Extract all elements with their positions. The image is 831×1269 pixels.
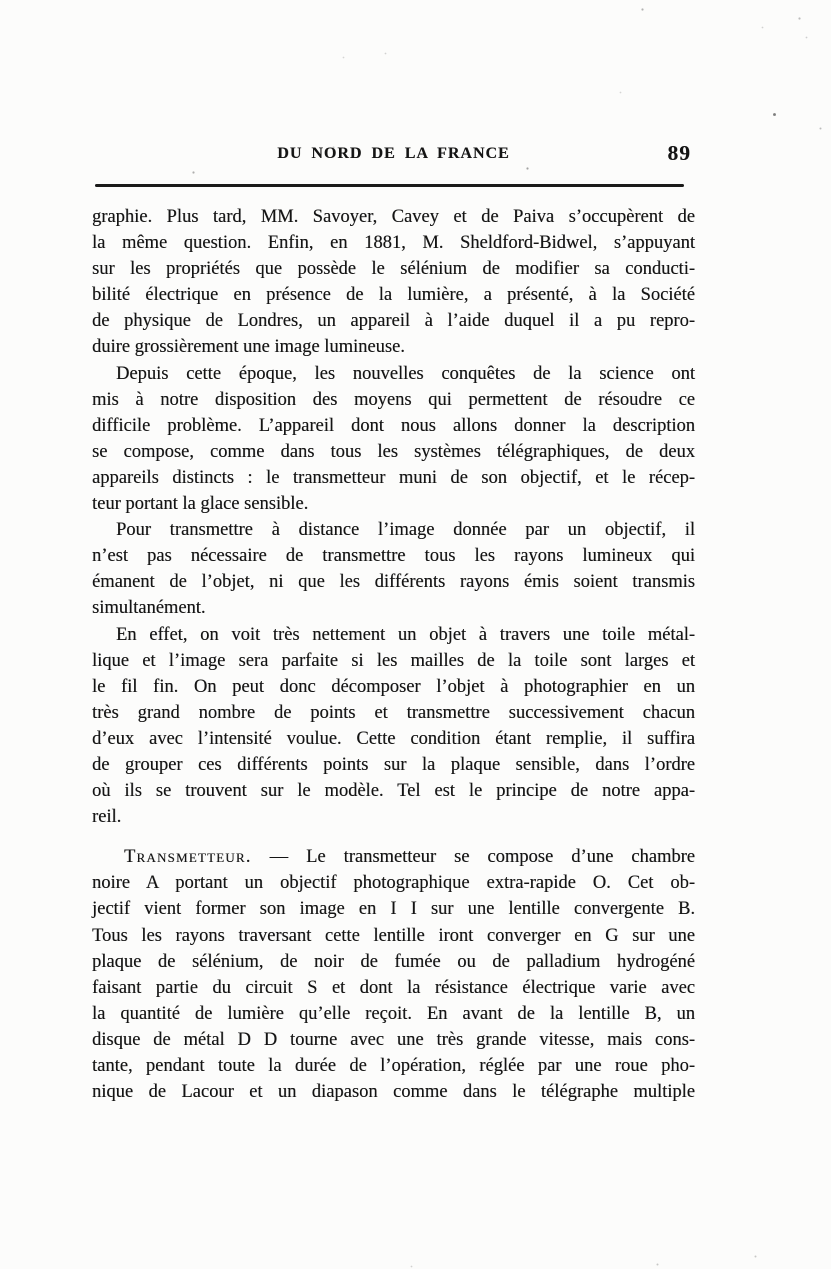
text-line: teur portant la glace sensible. xyxy=(92,494,309,515)
text-line: de grouper ces différents points sur la plaque sensible, dans l’ordre xyxy=(92,754,695,775)
paragraph xyxy=(92,517,695,621)
header-rule xyxy=(95,184,684,187)
paragraph xyxy=(92,204,695,361)
paragraph xyxy=(92,361,695,518)
text-line: de physique de Londres, un appareil à l’aide duquel il a pu repro- xyxy=(92,311,695,332)
text-line: plaque de sélénium, de noir de fumée ou de palladium hydrogéné xyxy=(92,951,695,972)
text-line: la même question. Enfin, en 1881, M. Sheldford-Bidwel, s’appuyant xyxy=(92,233,695,254)
text-line: se compose, comme dans tous les systèmes télégraphiques, de deux xyxy=(92,441,695,462)
text-line: Depuis cette époque, les nouvelles conquêtes de la science ont xyxy=(116,363,695,384)
text-line: où ils se trouvent sur le modèle. Tel est le principe de notre appa- xyxy=(92,781,695,802)
text-line: sur les propriétés que possède le sélénium de modifier sa conducti- xyxy=(92,259,695,280)
paragraph xyxy=(92,844,695,1105)
page-header xyxy=(92,141,695,168)
text-line: duire grossièrement une image lumineuse. xyxy=(92,337,405,358)
text-line: la quantité de lumière qu’elle reçoit. En avant de la lentille B, un xyxy=(92,1003,695,1024)
text-line: jectif vient former son image en I I sur une lentille convergente B. xyxy=(92,899,695,920)
text-line: lique et l’image sera parfaite si les mailles de la toile sont larges et xyxy=(92,650,695,671)
text-line: noire A portant un objectif photographique extra-rapide O. Cet ob- xyxy=(92,873,695,894)
text-line: bilité électrique en présence de la lumière, a présenté, à la Société xyxy=(92,285,695,306)
text-line: reil. xyxy=(92,807,122,828)
text-line: n’est pas nécessaire de transmettre tous les rayons lumineux qui xyxy=(92,546,695,567)
text-line: disque de métal D D tourne avec une très grande vitesse, mais cons- xyxy=(92,1029,695,1050)
text-block xyxy=(92,204,695,1105)
text-line: très grand nombre de points et transmettre successivement chacun xyxy=(92,702,695,723)
text-line: simultanément. xyxy=(92,598,206,619)
paragraph xyxy=(92,622,695,831)
text-line: difficile problème. L’appareil dont nous allons donner la description xyxy=(92,415,695,436)
running-title: DU NORD DE LA FRANCE xyxy=(277,145,510,162)
text-line: Tous les rayons traversant cette lentille iront converger en G sur une xyxy=(92,925,695,946)
page-number: 89 xyxy=(667,141,691,165)
text-line: tante, pendant toute la durée de l’opération, réglée par une roue pho- xyxy=(92,1056,695,1076)
text-line: graphie. Plus tard, MM. Savoyer, Cavey et de Paiva s’occupèrent de xyxy=(92,207,695,227)
text-line: nique de Lacour et un diapason comme dans le télégraphe multiple xyxy=(92,1082,695,1103)
text-line: appareils distincts : le transmetteur muni de son objectif, et le récep- xyxy=(92,467,695,488)
scan-speckles xyxy=(0,0,1,1)
section-lead-smallcaps: Transmetteur. xyxy=(124,847,252,868)
text-line: Transmetteur. — Le transmetteur se compose d’une chambre xyxy=(124,847,695,868)
text-line: En effet, on voit très nettement un objet à travers une toile métal- xyxy=(116,624,695,645)
text-line: faisant partie du circuit S et dont la résistance électrique varie avec xyxy=(92,977,695,998)
text-line: mis à notre disposition des moyens qui permettent de résoudre ce xyxy=(92,389,695,410)
text-line: Pour transmettre à distance l’image donnée par un objectif, il xyxy=(116,520,695,541)
text-line: d’eux avec l’intensité voulue. Cette condition étant remplie, il suffira xyxy=(92,728,695,749)
text-line: le fil fin. On peut donc décomposer l’objet à photographier en un xyxy=(92,676,695,697)
text-line: émanent de l’objet, ni que les différents rayons émis soient transmis xyxy=(92,572,695,593)
